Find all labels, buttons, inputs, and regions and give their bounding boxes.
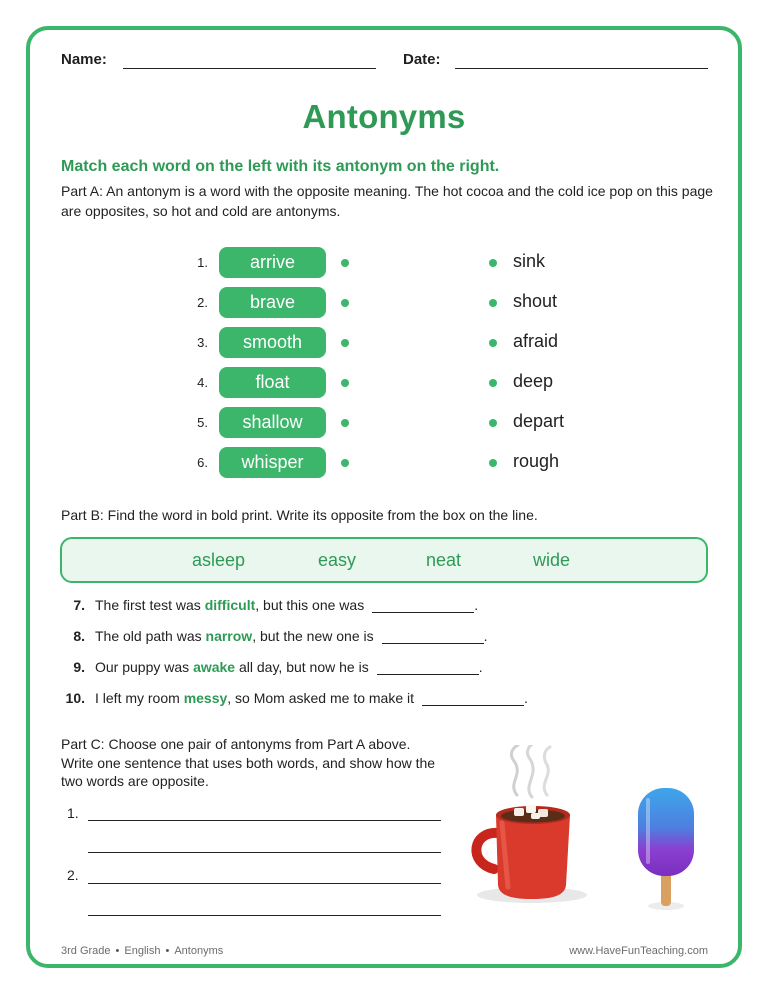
footer-topic: Antonyms (174, 945, 224, 957)
left-dot[interactable] (341, 379, 349, 387)
ice-pop-illustration (628, 782, 704, 914)
part-c-text: Part C: Choose one pair of antonyms from Part A above. Write one sentence that uses both words, and show how the two words are opposite. (61, 736, 436, 789)
match-row (0, 287, 768, 319)
word-bank-item: wide (533, 550, 571, 570)
match-left-word: arrive (219, 247, 326, 278)
writing-number: 2. (67, 867, 79, 883)
match-left-word: smooth (219, 327, 326, 358)
sentence-after: , so Mom asked me to make it (227, 690, 415, 706)
sentence-text: Our puppy was awake all day, but now he is . (95, 659, 483, 675)
sentence-row (0, 628, 768, 650)
match-right-word: afraid (513, 331, 559, 351)
date-line[interactable] (455, 68, 708, 69)
part-a-text: Part A: An antonym is a word with the opposite meaning. The hot cocoa and the cold ice pop on this page are opposites, so hot and cold are antonyms. (61, 183, 713, 219)
right-dot[interactable] (489, 419, 497, 427)
writing-line[interactable] (88, 915, 441, 916)
writing-number: 1. (67, 805, 79, 821)
sentence-text: I left my room messy, so Mom asked me to make it . (95, 690, 528, 706)
bold-word: difficult (204, 597, 256, 613)
sentence-number: 9. (73, 659, 85, 675)
sentence-before: The old path was (95, 628, 206, 644)
word-bank (60, 537, 708, 583)
sentence-number: 10. (65, 690, 85, 706)
sentence-row (0, 659, 768, 681)
sentence-row (0, 690, 768, 712)
match-right-word: sink (513, 251, 546, 271)
left-dot[interactable] (341, 299, 349, 307)
footer-grade: 3rd Grade (61, 945, 111, 957)
match-number: 3. (197, 335, 208, 350)
writing-line[interactable] (88, 852, 441, 853)
match-right-word: shout (513, 291, 558, 311)
hot-cocoa-mug-illustration (462, 745, 602, 915)
footer-subject: English (124, 945, 161, 957)
name-label: Name: (61, 51, 107, 68)
sentence-text: The first test was difficult, but this one was . (95, 597, 479, 613)
right-dot[interactable] (489, 459, 497, 467)
match-number: 1. (197, 255, 208, 270)
match-number: 4. (197, 375, 208, 390)
sentence-after: all day, but now he is (235, 659, 369, 675)
bold-word: awake (193, 659, 236, 675)
right-dot[interactable] (489, 379, 497, 387)
answer-blank[interactable] (372, 599, 474, 613)
match-row (0, 447, 768, 479)
match-number: 5. (197, 415, 208, 430)
sentence-row (0, 597, 768, 619)
answer-blank[interactable] (422, 692, 524, 706)
match-row (0, 367, 768, 399)
answer-blank[interactable] (382, 630, 484, 644)
match-row (0, 247, 768, 279)
bullet-icon: • (115, 945, 120, 957)
match-left-word: shallow (219, 407, 326, 438)
sentence-text: The old path was narrow, but the new one is . (95, 628, 488, 644)
right-dot[interactable] (489, 339, 497, 347)
match-left-word: float (219, 367, 326, 398)
part-b-text: Part B: Find the word in bold print. Write its opposite from the box on the line. (61, 507, 538, 523)
bold-word: messy (183, 690, 228, 706)
sentence-before: The first test was (95, 597, 205, 613)
instruction-heading: Match each word on the left with its antonym on the right. (61, 158, 500, 175)
match-right-word: rough (513, 451, 560, 471)
match-row (0, 407, 768, 439)
writing-line[interactable] (88, 820, 441, 821)
word-bank-item: asleep (192, 550, 246, 570)
left-dot[interactable] (341, 459, 349, 467)
left-dot[interactable] (341, 419, 349, 427)
match-left-word: brave (219, 287, 326, 318)
sentence-after: , but this one was (255, 597, 365, 613)
writing-line[interactable] (88, 883, 441, 884)
sentence-before: Our puppy was (95, 659, 194, 675)
right-dot[interactable] (489, 299, 497, 307)
page-title: Antonyms (302, 98, 466, 135)
left-dot[interactable] (341, 339, 349, 347)
match-left-word: whisper (219, 447, 326, 478)
answer-blank[interactable] (377, 661, 479, 675)
match-row (0, 327, 768, 359)
name-line[interactable] (123, 68, 376, 69)
right-dot[interactable] (489, 259, 497, 267)
footer-site[interactable]: www.HaveFunTeaching.com (569, 945, 708, 957)
match-number: 2. (197, 295, 208, 310)
sentence-number: 8. (73, 628, 85, 644)
match-right-word: deep (513, 371, 554, 391)
bullet-icon: • (165, 945, 170, 957)
bold-word: narrow (205, 628, 253, 644)
match-right-word: depart (513, 411, 565, 431)
name-date-row (61, 51, 708, 73)
word-bank-item: neat (426, 550, 462, 570)
left-dot[interactable] (341, 259, 349, 267)
sentence-before: I left my room (95, 690, 184, 706)
sentence-after: , but the new one is (252, 628, 374, 644)
sentence-number: 7. (73, 597, 85, 613)
date-label: Date: (403, 51, 441, 68)
footer-left (61, 945, 223, 957)
word-bank-item: easy (318, 550, 357, 570)
match-number: 6. (197, 455, 208, 470)
